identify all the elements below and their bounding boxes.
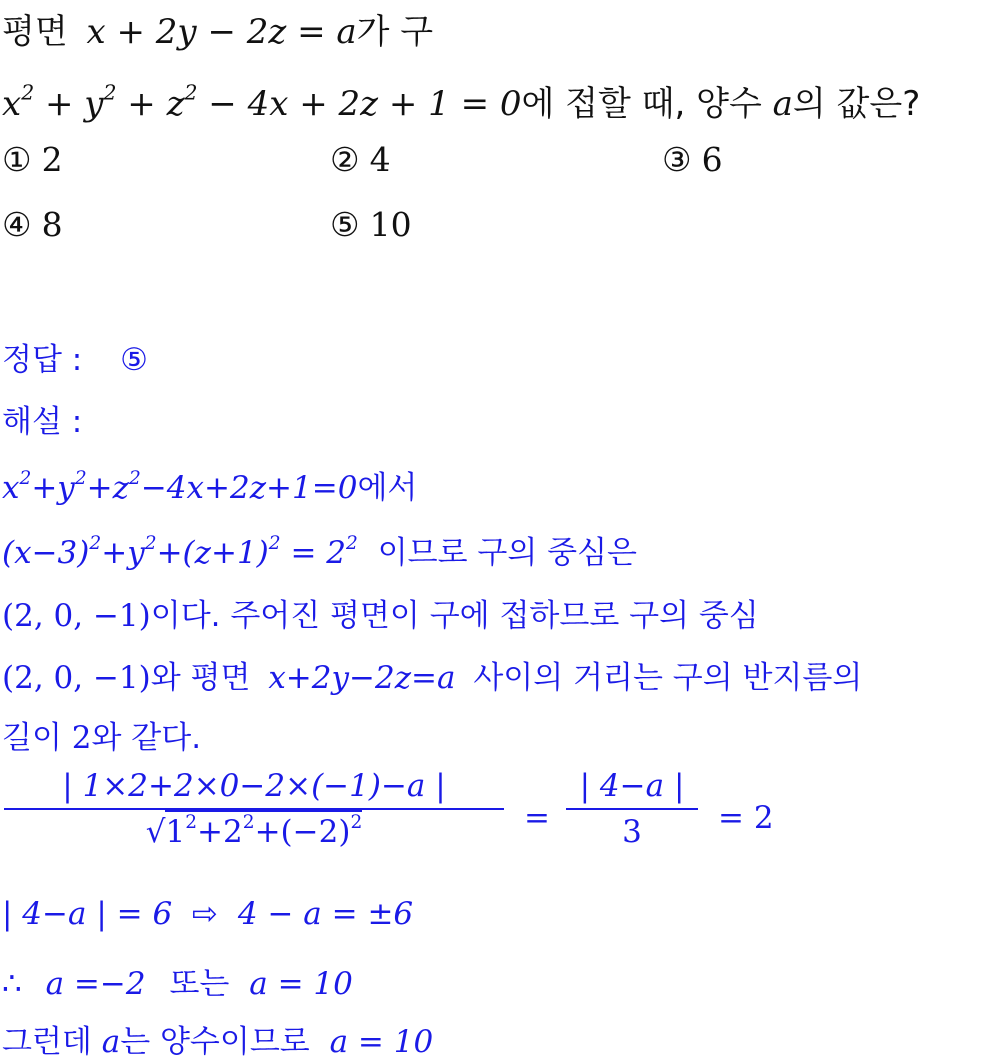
- question-text: 의 값은?: [792, 84, 921, 124]
- therefore-icon: ∴: [2, 966, 22, 1002]
- answer-label: 정답 :: [2, 342, 83, 378]
- solution-line-8: ∴ a =−2 또는 a = 10: [2, 966, 353, 1002]
- solution-line-1: $x^2+y^2+z^2-4x+2z+1=0$에서: [2, 468, 418, 506]
- solution-line-7: | 4−a | = 6 ⇨ 4 − a = ±6: [2, 896, 414, 932]
- question-text: 에 접할 때, 양수: [521, 84, 762, 124]
- solution-line-5: 길이 2와 같다.: [2, 720, 202, 756]
- solution-line-2: $(x-3)^2+y^2+(z+1)^2 = 2^2$ 이므로 구의 중심은: [2, 533, 637, 571]
- fraction-2-denominator: 3: [622, 814, 642, 850]
- result: = 2: [718, 800, 774, 836]
- fraction-1-denominator: $√1^2+2^2+(-2)^2$: [4, 814, 504, 850]
- fraction-2-numerator: | 4−a |: [579, 768, 685, 804]
- sphere-equation: $x^2 + y^2 + z^2 - 4x + 2z + 1 = 0$: [2, 80, 522, 124]
- fraction-1: [4, 768, 504, 850]
- solution-line-4: (2, 0, −1)와 평면 x+2y−2z=a 사이의 거리는 구의 반지름의: [2, 660, 863, 696]
- answer-line: [2, 334, 148, 379]
- choice-4[interactable]: ④ 8: [2, 205, 63, 244]
- choice-3[interactable]: ③ 6: [662, 140, 723, 179]
- question-line-2: [2, 76, 920, 125]
- choice-2[interactable]: ② 4: [330, 140, 391, 179]
- variable-a: a: [772, 84, 793, 124]
- question-line-1: [2, 4, 433, 53]
- solution-label: 해설 :: [2, 404, 83, 440]
- equals-sign: =: [524, 800, 550, 836]
- solution-line-9: 그런데 a는 양수이므로 a = 10: [2, 1024, 434, 1060]
- plane-equation: x + 2y − 2z = a: [86, 12, 357, 52]
- choice-5[interactable]: ⑤ 10: [330, 205, 412, 244]
- implies-arrow-icon: ⇨: [192, 896, 219, 932]
- choice-1[interactable]: ① 2: [2, 140, 63, 179]
- question-text: 평면: [2, 12, 68, 52]
- solution-line-3: (2, 0, −1)이다. 주어진 평면이 구에 접하므로 구의 중심: [2, 598, 759, 634]
- fraction-bar: [566, 808, 698, 810]
- question-text: 가 구: [356, 12, 434, 52]
- fraction-1-numerator: | 1×2+2×0−2×(−1)−a |: [62, 768, 446, 804]
- fraction-2: [566, 768, 698, 850]
- answer-value: ⑤: [120, 342, 148, 378]
